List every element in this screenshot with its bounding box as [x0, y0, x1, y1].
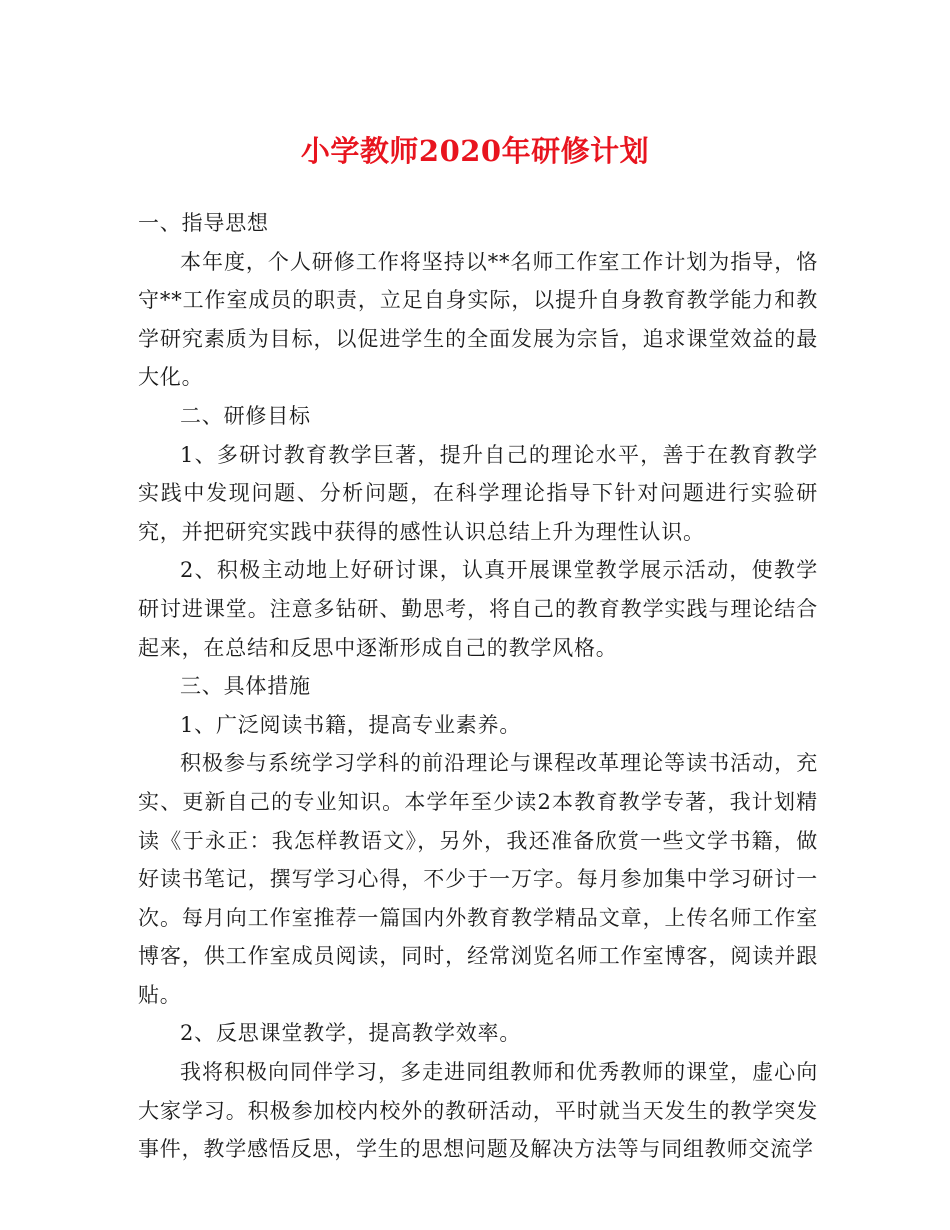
- paragraph-guiding-thought: 本年度，个人研修工作将坚持以**名师工作室工作计划为指导，恪守**工作室成员的职责，立足自身实际，以提升自身教育教学能力和教学研究素质为目标，以促进学生的全面发展为宗旨，追求课堂效益的最大化。: [138, 249, 818, 390]
- paragraph-goal-1: 1、多研讨教育教学巨著，提升自己的理论水平，善于在教育教学实践中发现问题、分析问题，在科学理论指导下针对问题进行实验研究，并把研究实践中获得的感性认识总结上升为理性认识。: [138, 442, 818, 544]
- section-heading-study-goals: 二、研修目标: [180, 403, 311, 428]
- paragraph-measure-1: 积极参与系统学习学科的前沿理论与课程改革理论等读书活动，充实、更新自己的专业知识。本学年至少读2本教育教学专著，我计划精读《于永正：我怎样教语文》，另外，我还准备欣赏一些文学书籍，做好读书笔记，撰写学习心得，不少于一万字。每月参加集中学习研讨一次。每月向工作室推荐一篇国内外教育教学精品文章，上传名师工作室博客，供工作室成员阅读，同时，经常浏览名师工作室博客，阅读并跟贴。: [138, 751, 818, 1007]
- document-body: [138, 204, 818, 1169]
- subheading-measure-2: 2、反思课堂教学，提高教学效率。: [180, 1021, 522, 1046]
- section-heading-measures: 三、具体措施: [180, 674, 311, 699]
- paragraph-goal-2: 2、积极主动地上好研讨课，认真开展课堂教学展示活动，使教学研讨进课堂。注意多钻研、勤思考，将自己的教育教学实践与理论结合起来，在总结和反思中逐渐形成自己的教学风格。: [138, 558, 818, 660]
- document-title: 小学教师2020年研修计划: [300, 134, 650, 168]
- subheading-measure-1: 1、广泛阅读书籍，提高专业素养。: [180, 712, 522, 737]
- section-heading-guiding-thought: 一、指导思想: [138, 211, 269, 235]
- paragraph-measure-2: 我将积极向同伴学习，多走进同组教师和优秀教师的课堂，虚心向大家学习。积极参加校内校外的教研活动，平时就当天发生的教学突发事件，教学感悟反思，学生的思想问题及解决方法等与同组教师交流学: [138, 1060, 818, 1162]
